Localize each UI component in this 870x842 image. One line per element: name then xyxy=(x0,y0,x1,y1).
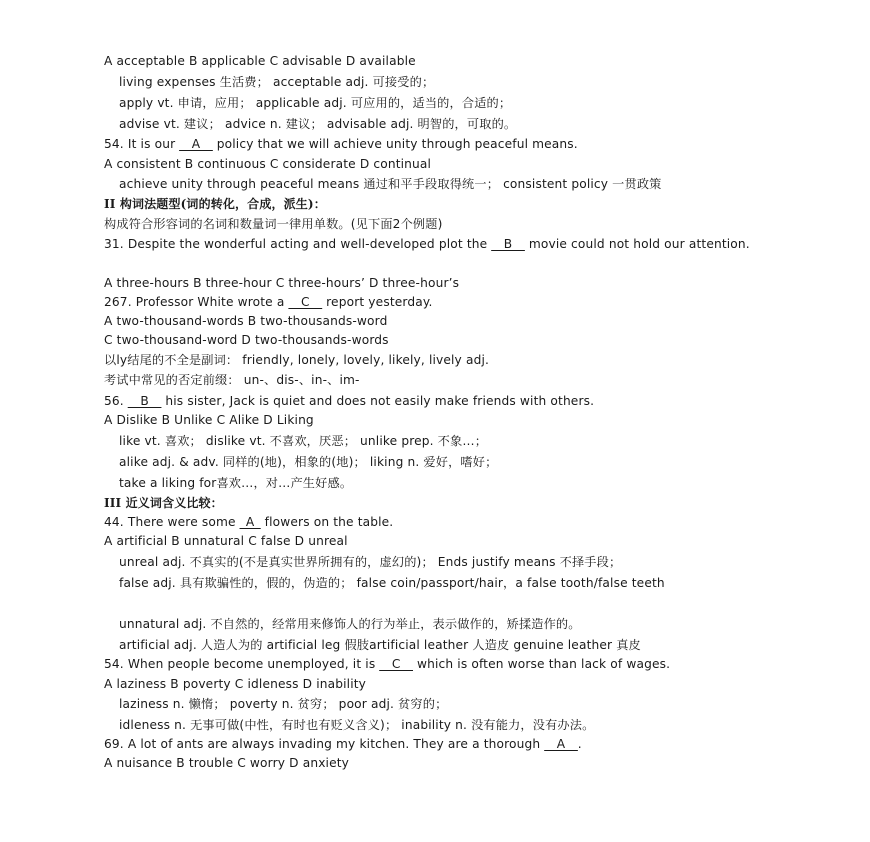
note-line: achieve unity through peaceful means 通过和平手段取得统一； consistent policy 一贯政策 xyxy=(119,177,662,191)
question-line xyxy=(104,655,794,674)
note-line: apply vt. 申请，应用； applicable adj. 可应用的，适当的，合适的； xyxy=(119,96,512,110)
note-line: take a liking for喜欢…，对…产生好感。 xyxy=(119,476,353,490)
question-text: 56. xyxy=(104,394,128,408)
question-text: 44. There were some xyxy=(104,515,240,529)
question-text: 69. A lot of ants are always invading my kitchen. They are a thorough xyxy=(104,737,545,751)
answer-blank: __C__ xyxy=(379,657,413,671)
options-line: A laziness B poverty C idleness D inability xyxy=(104,677,367,691)
note-line: 构成符合形容词的名词和数量词一律用单数。(见下面2个例题) xyxy=(104,217,443,231)
question-text: movie could not hold our attention. xyxy=(524,237,750,251)
answer-blank: _A_ xyxy=(239,515,261,529)
note-line: laziness n. 懒惰； poverty n. 贫穷； poor adj. 贫穷的； xyxy=(119,697,448,711)
question-text: policy that we will achieve unity through peaceful means. xyxy=(212,137,578,151)
note-line: advise vt. 建议； advice n. 建议； advisable adj. 明智的，可取的。 xyxy=(119,117,517,131)
note-line: like vt. 喜欢； dislike vt. 不喜欢，厌恶； unlike prep. 不象…； xyxy=(119,434,488,448)
question-text: report yesterday. xyxy=(322,295,433,309)
note-line: 考试中常见的否定前缀： un-、dis-、in-、im- xyxy=(104,373,360,387)
question-line xyxy=(104,392,794,411)
question-text: 31. Despite the wonderful acting and well-developed plot the xyxy=(104,237,492,251)
section-heading: III 近义词含义比较： xyxy=(104,496,223,510)
question-text: 267. Professor White wrote a xyxy=(104,295,289,309)
note-line: false adj. 具有欺骗性的，假的，伪造的； false coin/passport/hair，a false tooth/false teeth xyxy=(119,576,665,590)
options-line: A consistent B continuous C considerate D continual xyxy=(104,157,432,171)
options-line: A two-thousand-words B two-thousands-word xyxy=(104,314,388,328)
options-line: A acceptable B applicable C advisable D available xyxy=(104,54,416,68)
note-line: artificial adj. 人造人为的 artificial leg 假肢artificial leather 人造皮 genuine leather 真皮 xyxy=(119,638,641,652)
answer-blank: __A__ xyxy=(179,137,213,151)
options-line: C two-thousand-word D two-thousands-words xyxy=(104,333,389,347)
note-line: unreal adj. 不真实的(不是真实世界所拥有的，虚幻的)； Ends justify means 不择手段； xyxy=(119,555,622,569)
question-line xyxy=(104,735,794,754)
note-line: living expenses 生活费； acceptable adj. 可接受的； xyxy=(119,75,435,89)
question-line xyxy=(104,235,794,254)
answer-blank: __B__ xyxy=(127,394,162,408)
question-text: flowers on the table. xyxy=(260,515,394,529)
answer-blank: __B__ xyxy=(491,237,525,251)
question-text: his sister, Jack is quiet and does not easily make friends with others. xyxy=(161,394,595,408)
answer-blank: __C__ xyxy=(288,295,323,309)
question-text: 54. It is our xyxy=(104,137,180,151)
options-line: A three-hours B three-hour C three-hours’ D three-hour’s xyxy=(104,276,460,290)
note-line: idleness n. 无事可做(中性，有时也有贬义含义)； inability n. 没有能力，没有办法。 xyxy=(119,718,595,732)
question-line xyxy=(104,135,794,154)
question-text: which is often worse than lack of wages. xyxy=(412,657,671,671)
note-line: 以ly结尾的不全是副词： friendly, lonely, lovely, likely, lively adj. xyxy=(104,353,490,367)
question-text: . xyxy=(577,737,582,751)
options-line: A nuisance B trouble C worry D anxiety xyxy=(104,756,350,770)
note-line: alike adj. & adv. 同样的(地)，相象的(地)； liking n. 爱好，嗜好； xyxy=(119,455,498,469)
question-line xyxy=(104,513,794,532)
options-line: A Dislike B Unlike C Alike D Liking xyxy=(104,413,314,427)
question-line xyxy=(104,293,794,312)
options-line: A artificial B unnatural C false D unreal xyxy=(104,534,348,548)
section-heading: II 构词法题型(词的转化，合成，派生)： xyxy=(104,197,326,211)
answer-blank: __A__ xyxy=(544,737,578,751)
note-line: unnatural adj. 不自然的，经常用来修饰人的行为举止，表示做作的，矫揉造作的。 xyxy=(119,617,581,631)
question-text: 54. When people become unemployed, it is xyxy=(104,657,380,671)
